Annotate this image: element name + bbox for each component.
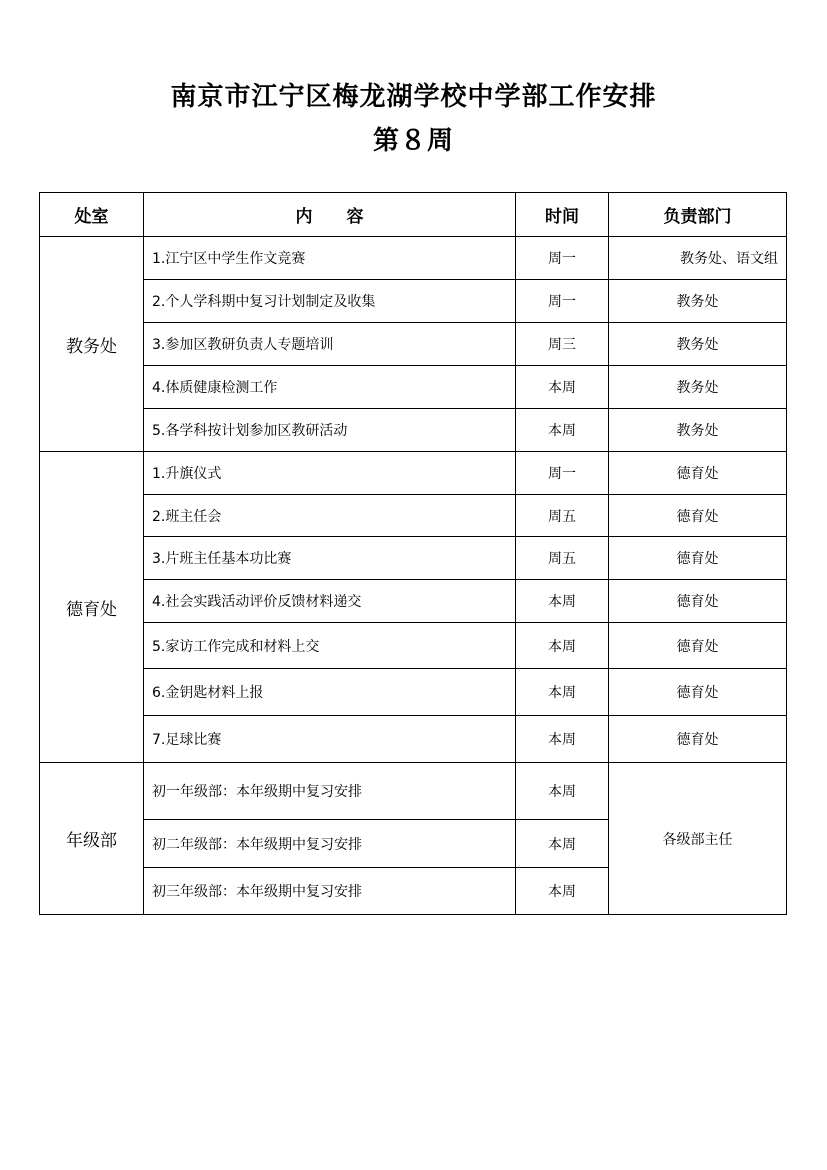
page-title: 南京市江宁区梅龙湖学校中学部工作安排 [170,82,657,112]
table-row [40,537,787,580]
content-cell: 1.江宁区中学生作文竞赛 [144,237,516,280]
content-cell: 初一年级部：本年级期中复习安排 [144,763,516,820]
content-cell: 7.足球比赛 [144,716,516,763]
time-cell: 本周 [516,716,609,763]
content-cell: 3.片班主任基本功比赛 [144,537,516,580]
time-cell: 周三 [516,323,609,366]
header-office: 处室 [40,193,144,237]
content-cell: 1.升旗仪式 [144,452,516,495]
content-cell: 6.金钥匙材料上报 [144,669,516,716]
content-cell: 5.家访工作完成和材料上交 [144,623,516,669]
table-row [40,763,787,820]
schedule-table [39,192,787,915]
time-cell: 本周 [516,623,609,669]
responsible-cell: 教务处 [609,366,787,409]
responsible-cell: 教务处 [609,280,787,323]
time-cell: 本周 [516,409,609,452]
table-row [40,237,787,280]
table-row [40,323,787,366]
table-row [40,669,787,716]
table-row [40,580,787,623]
responsible-cell: 德育处 [609,580,787,623]
office-cell: 教务处 [40,237,144,452]
responsible-cell: 德育处 [609,669,787,716]
table-row [40,716,787,763]
content-cell: 4.体质健康检测工作 [144,366,516,409]
header-responsible: 负责部门 [609,193,787,237]
office-cell: 年级部 [40,763,144,915]
week-subtitle: 第８周 [372,126,454,156]
responsible-cell: 教务处 [609,323,787,366]
responsible-cell: 德育处 [609,452,787,495]
time-cell: 本周 [516,669,609,716]
responsible-cell: 德育处 [609,495,787,537]
table-row [40,495,787,537]
header-time: 时间 [516,193,609,237]
content-cell: 初二年级部：本年级期中复习安排 [144,820,516,868]
office-cell: 德育处 [40,452,144,763]
time-cell: 周一 [516,237,609,280]
time-cell: 本周 [516,580,609,623]
content-cell: 3.参加区教研负责人专题培训 [144,323,516,366]
content-cell: 初三年级部：本年级期中复习安排 [144,868,516,915]
content-cell: 4.社会实践活动评价反馈材料递交 [144,580,516,623]
content-cell: 2.个人学科期中复习计划制定及收集 [144,280,516,323]
responsible-cell: 教务处 [609,409,787,452]
time-cell: 本周 [516,820,609,868]
time-cell: 本周 [516,366,609,409]
responsible-cell: 德育处 [609,716,787,763]
responsible-merged-cell: 各级部主任 [609,763,787,915]
time-cell: 本周 [516,868,609,915]
table-row [40,366,787,409]
table-row [40,623,787,669]
table-row [40,280,787,323]
time-cell: 周一 [516,280,609,323]
content-cell: 5.各学科按计划参加区教研活动 [144,409,516,452]
header-content: 内 容 [144,193,516,237]
table-row [40,452,787,495]
responsible-cell: 教务处、语文组 [609,237,787,280]
responsible-cell: 德育处 [609,537,787,580]
time-cell: 本周 [516,763,609,820]
time-cell: 周五 [516,495,609,537]
header-row [40,193,787,237]
table-row [40,409,787,452]
responsible-cell: 德育处 [609,623,787,669]
time-cell: 周五 [516,537,609,580]
content-cell: 2.班主任会 [144,495,516,537]
time-cell: 周一 [516,452,609,495]
